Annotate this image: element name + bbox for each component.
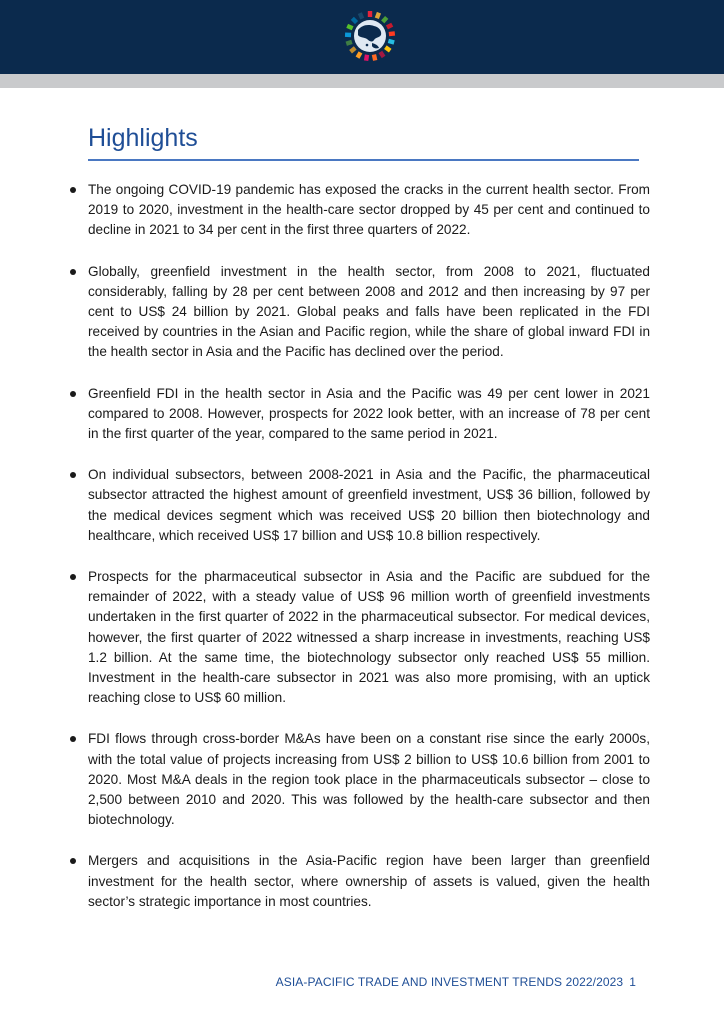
list-item <box>70 567 650 708</box>
bullet-icon <box>70 269 76 275</box>
escap-globe-logo-icon <box>344 10 396 62</box>
bullet-icon <box>70 736 76 742</box>
page-number: 1 <box>629 975 636 989</box>
bullet-text: Prospects for the pharmaceutical subsector in Asia and the Pacific are subdued for the remainder of 2022, with a steady value of US$ 96 million worth of greenfield investments undertaken in the first quarter of 2022 in the pharmaceutical subsector. For medical devices, however, the first quarter of 2022 witnessed a sharp increase in investments, reaching US$ 1.2 billion. At the same time, the biotechnology subsector only reached US$ 55 million. Investment in the health-care subsector in 2021 was also more promising, with an uptick reaching close to US$ 60 million. <box>88 569 650 706</box>
title-underline <box>88 159 639 161</box>
bullet-text: The ongoing COVID-19 pandemic has exposed the cracks in the current health sector. From 2019 to 2020, investment in the health-care sector dropped by 45 per cent and continued to decline in 2021 to 34 per cent in the first three quarters of 2022. <box>88 182 650 238</box>
bullet-text: On individual subsectors, between 2008-2021 in Asia and the Pacific, the pharmaceutical subsector attracted the highest amount of greenfield investment, US$ 36 billion, followed by the medical devices segment which was received US$ 20 billion then biotechnology and healthcare, which received US$ 17 billion and US$ 10.8 billion respectively. <box>88 467 650 543</box>
list-item <box>70 262 650 363</box>
bullet-icon <box>70 574 76 580</box>
bullet-text: Globally, greenfield investment in the health sector, from 2008 to 2021, fluctuated considerably, falling by 28 per cent between 2008 and 2012 and then increasing by 97 per cent to US$ 24 billion by 2021. Global peaks and falls have been replicated in the FDI received by countries in the Asian and Pacific region, while the share of global inward FDI in the health sector in Asia and the Pacific has declined over the period. <box>88 263 650 360</box>
page-title: Highlights <box>88 124 198 152</box>
bullet-text: Mergers and acquisitions in the Asia-Pacific region have been larger than greenfield investment for the health sector, where ownership of assets is valued, given the health sector’s strategic importance in most countries. <box>88 853 650 909</box>
bullet-text: Greenfield FDI in the health sector in Asia and the Pacific was 49 per cent lower in 2021 compared to 2008. However, prospects for 2022 look better, with an increase of 78 per cent in the first quarter of the year, compared to the same period in 2021. <box>88 385 650 442</box>
list-item <box>70 851 650 912</box>
header-strip <box>0 74 724 88</box>
bullet-text: FDI flows through cross-border M&As have been on a constant rise since the early 2000s, with the total value of projects increasing from US$ 2 billion to US$ 10.6 billion from 2001 to 2020. Most M&A deals in the region took place in the pharmaceuticals subsector – close to 2,500 between 2010 and 2020. This was followed by the health-care subsector and then biotechnology. <box>88 731 650 828</box>
bullet-icon <box>70 858 76 864</box>
footer-report-title: ASIA-PACIFIC TRADE AND INVESTMENT TRENDS 2022/2023 <box>275 975 624 989</box>
header-banner <box>0 0 724 74</box>
list-item <box>70 384 650 445</box>
highlights-list <box>70 180 650 933</box>
page-footer <box>276 975 636 989</box>
list-item <box>70 180 650 241</box>
bullet-icon <box>70 472 76 478</box>
bullet-icon <box>70 391 76 397</box>
bullet-icon <box>70 187 76 193</box>
list-item <box>70 465 650 546</box>
list-item <box>70 729 650 830</box>
